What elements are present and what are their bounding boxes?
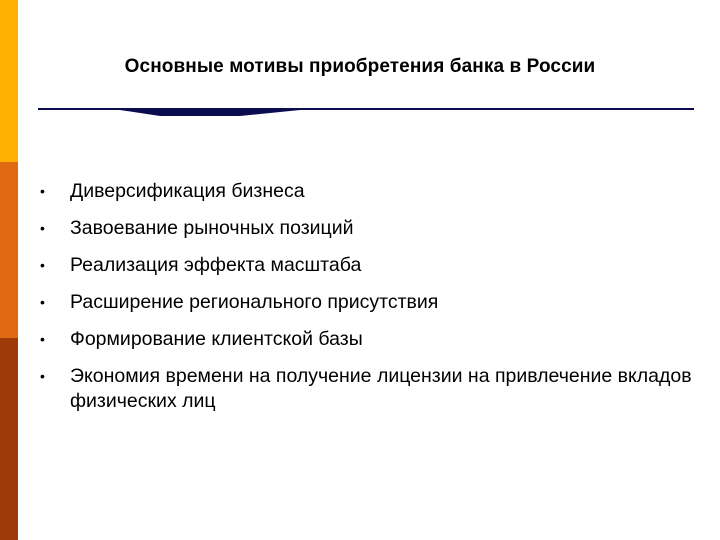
bullet-icon: • xyxy=(40,257,45,273)
list-item xyxy=(40,364,700,414)
list-item xyxy=(40,179,700,204)
sidebar-stripe-middle xyxy=(0,162,18,338)
list-item-text: Завоевание рыночных позиций xyxy=(70,217,354,239)
bullet-icon: • xyxy=(40,183,45,199)
bullet-icon: • xyxy=(40,294,45,310)
sidebar-stripe-top xyxy=(0,0,18,162)
list-item xyxy=(40,253,700,278)
bullet-icon: • xyxy=(40,331,45,347)
sidebar-stripe-bottom xyxy=(0,338,18,540)
bullet-icon: • xyxy=(40,220,45,236)
title-underline-accent xyxy=(120,110,300,116)
list-item xyxy=(40,216,700,241)
list-item-text: Расширение регионального присутствия xyxy=(70,291,439,313)
bullet-list xyxy=(40,179,700,426)
slide-title: Основные мотивы приобретения банка в России xyxy=(124,56,596,77)
list-item-text: Диверсификация бизнеса xyxy=(70,180,305,202)
list-item-text: Формирование клиентской базы xyxy=(70,328,363,350)
list-item-text: Экономия времени на получение лицензии на привлечение вкладов физических лиц xyxy=(70,365,692,412)
list-item xyxy=(40,290,700,315)
list-item xyxy=(40,327,700,352)
list-item-text: Реализация эффекта масштаба xyxy=(70,254,362,276)
bullet-icon: • xyxy=(40,368,45,384)
